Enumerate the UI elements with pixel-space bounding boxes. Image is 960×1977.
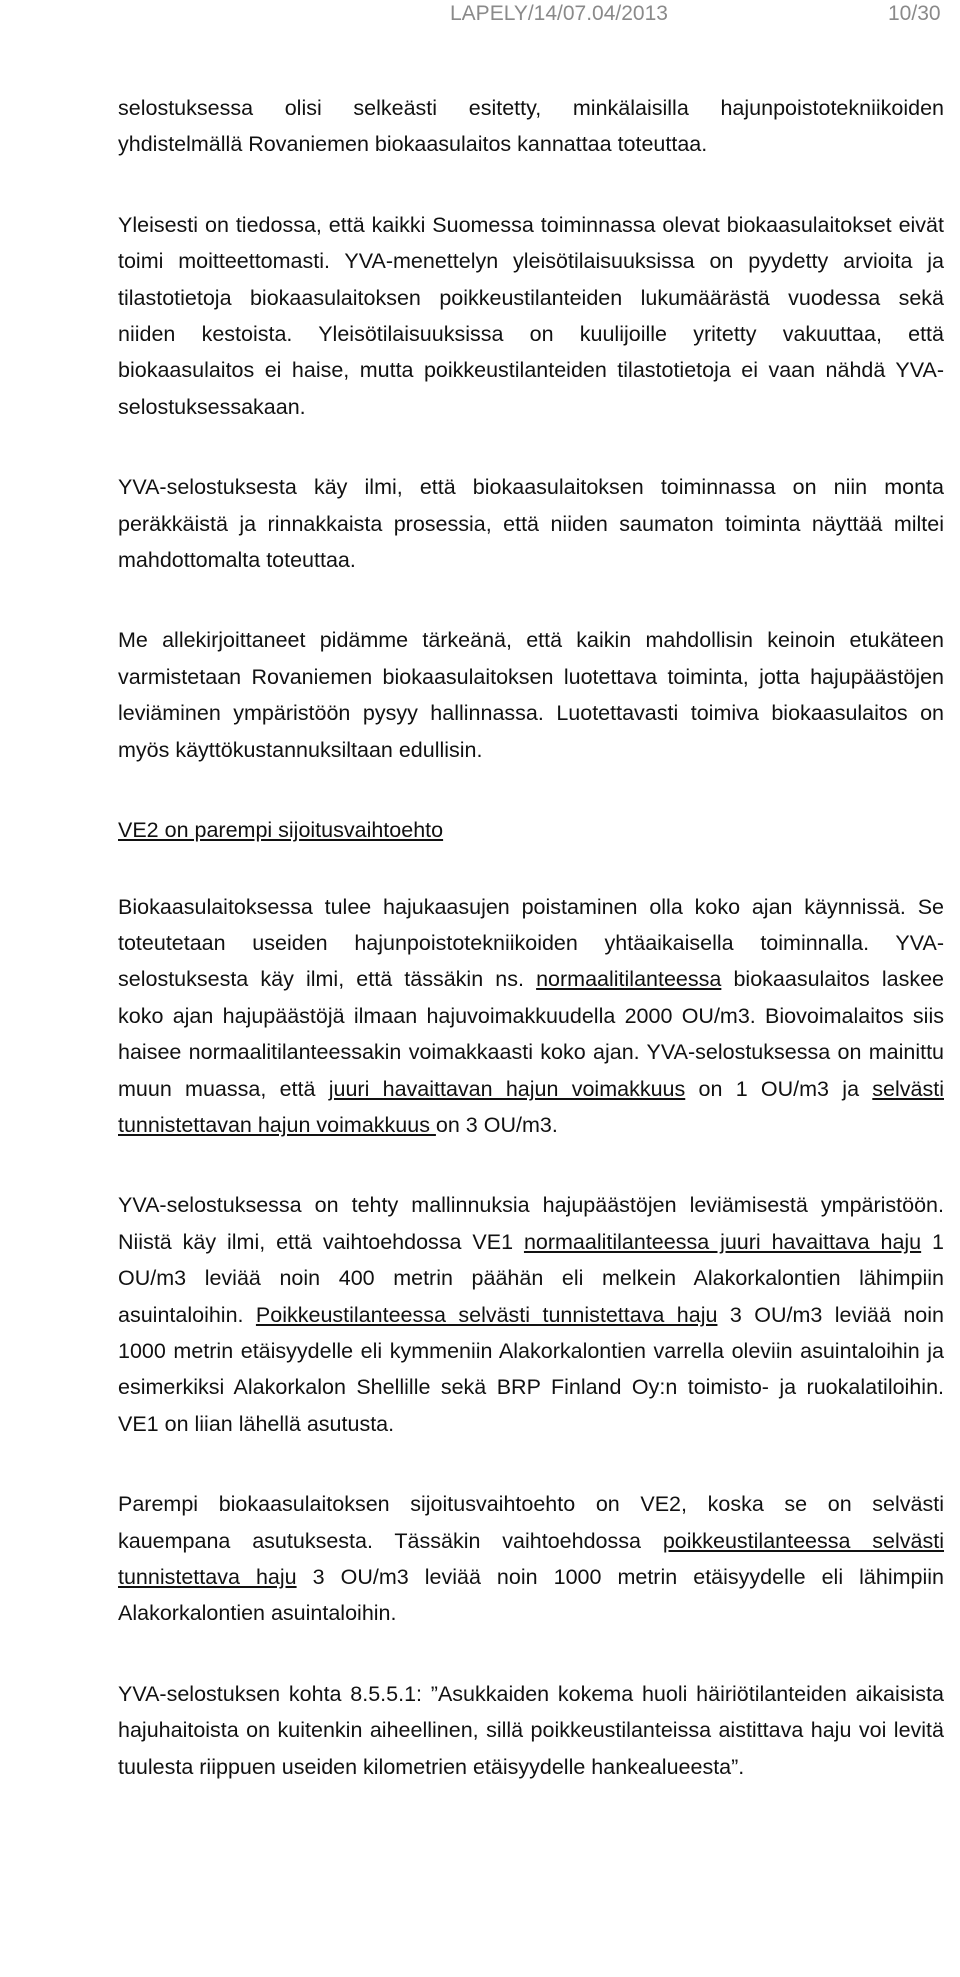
paragraph-text: selostuksessa olisi selkeästi esitetty, minkälaisilla hajunpoistotekniikoiden yhdistelmällä Rovaniemen biokaasulaitos kannattaa toteuttaa. (118, 96, 944, 157)
paragraph-text: YVA-selostuksessa on tehty mallinnuksia hajupäästöjen leviämisestä ympäristöön. Niistä käy ilmi, että vaihtoehdossa VE1 (118, 1193, 944, 1254)
underlined-text: Poikkeustilanteessa selvästi tunnistettava haju (255, 1302, 718, 1327)
body-paragraph (118, 1187, 944, 1442)
paragraph-text: biokaasulaitos laskee koko ajan hajupäästöjä ilmaan hajuvoimakkuudella 2000 OU/m3. Biovoimalaitos siis haisee normaalitilanteessakin voimakkaasti koko ajan. YVA-selostuksessa on mainittu muun muassa, että (118, 967, 944, 1101)
underlined-text: normaalitilanteessa juuri havaittava haju (523, 1229, 922, 1254)
underlined-text: poikkeustilanteessa selvästi tunnistettava haju (118, 1528, 945, 1589)
page-number: 10/30 (888, 2, 941, 25)
body-paragraph (118, 1676, 944, 1785)
body-paragraph (118, 90, 944, 163)
body-paragraph (118, 469, 944, 578)
section-heading (118, 812, 944, 848)
paragraph-text: Parempi biokaasulaitoksen sijoitusvaihtoehto on VE2, koska se on selvästi kauempana asutuksesta. Tässäkin vaihtoehdossa (118, 1492, 944, 1553)
document-body (118, 90, 944, 1829)
document-reference: LAPELY/14/07.04/2013 (450, 2, 668, 25)
paragraph-text: 3 OU/m3 leviää noin 1000 metrin etäisyydelle eli kymmeniin Alakorkalontien varrella oleviin asuintaloihin ja esimerkiksi Alakorkalon Shellille sekä BRP Finland Oy:n toimisto- ja ruokalatiloihin. VE1 on liian lähellä asutusta. (118, 1302, 944, 1436)
paragraph-text: Biokaasulaitoksessa tulee hajukaasujen poistaminen olla koko ajan käynnissä. Se toteutetaan useiden hajunpoistotekniikoiden yhtäaikaisella toiminnalla. YVA-selostuksesta käy ilmi, että tässäkin ns. (118, 894, 944, 992)
body-paragraph (118, 889, 944, 1144)
underlined-text: selvästi tunnistettavan hajun voimakkuus (118, 1076, 944, 1137)
paragraph-text: 3 OU/m3 leviää noin 1000 metrin etäisyydelle eli lähimpiin Alakorkalontien asuintaloihin. (118, 1565, 944, 1626)
underlined-text: juuri havaittavan hajun voimakkuus (328, 1076, 686, 1101)
body-paragraph (118, 207, 944, 425)
paragraph-text: on 1 OU/m3 ja (685, 1076, 873, 1101)
body-paragraph (118, 622, 944, 768)
body-paragraph (118, 1486, 944, 1632)
paragraph-text: VE2 on parempi sijoitusvaihtoehto (118, 818, 444, 843)
paragraph-text: 1 OU/m3 leviää noin 400 metrin päähän eli melkein Alakorkalontien lähimpiin asuintaloihin. (118, 1229, 944, 1327)
page-header (0, 2, 960, 32)
paragraph-text: YVA-selostuksesta käy ilmi, että biokaasulaitoksen toiminnassa on niin monta peräkkäistä ja rinnakkaista prosessia, että niiden saumaton toiminta näyttää miltei mahdottomalta toteuttaa. (118, 475, 944, 573)
underlined-text: normaalitilanteessa (536, 967, 722, 992)
paragraph-text: on 3 OU/m3. (435, 1112, 558, 1137)
paragraph-text: YVA-selostuksen kohta 8.5.5.1: ”Asukkaiden kokema huoli häiriötilanteiden aikaisista hajuhaitoista on kuitenkin aiheellinen, sillä poikkeustilanteissa aistittava haju voi levitä tuulesta riippuen useiden kilometrien etäisyydelle hankealueesta”. (118, 1681, 944, 1779)
paragraph-text: Me allekirjoittaneet pidämme tärkeänä, että kaikin mahdollisin keinoin etukäteen varmistetaan Rovaniemen biokaasulaitoksen luotettava toiminta, jotta hajupäästöjen leviäminen ympäristöön pysyy hallinnassa. Luotettavasti toimiva biokaasulaitos on myös käyttökustannuksiltaan edullisin. (118, 628, 944, 762)
paragraph-text: Yleisesti on tiedossa, että kaikki Suomessa toiminnassa olevat biokaasulaitokset eivät toimi moitteettomasti. YVA-menettelyn yleisötilaisuuksissa on pyydetty arvioita ja tilastotietoja biokaasulaitoksen poikkeustilanteiden lukumäärästä vuodessa sekä niiden kestoista. Yleisötilaisuuksissa on kuulijoille yritetty vakuuttaa, että biokaasulaitos ei haise, mutta poikkeustilanteiden tilastotietoja ei vaan nähdä YVA-selostuksessakaan. (118, 212, 944, 419)
